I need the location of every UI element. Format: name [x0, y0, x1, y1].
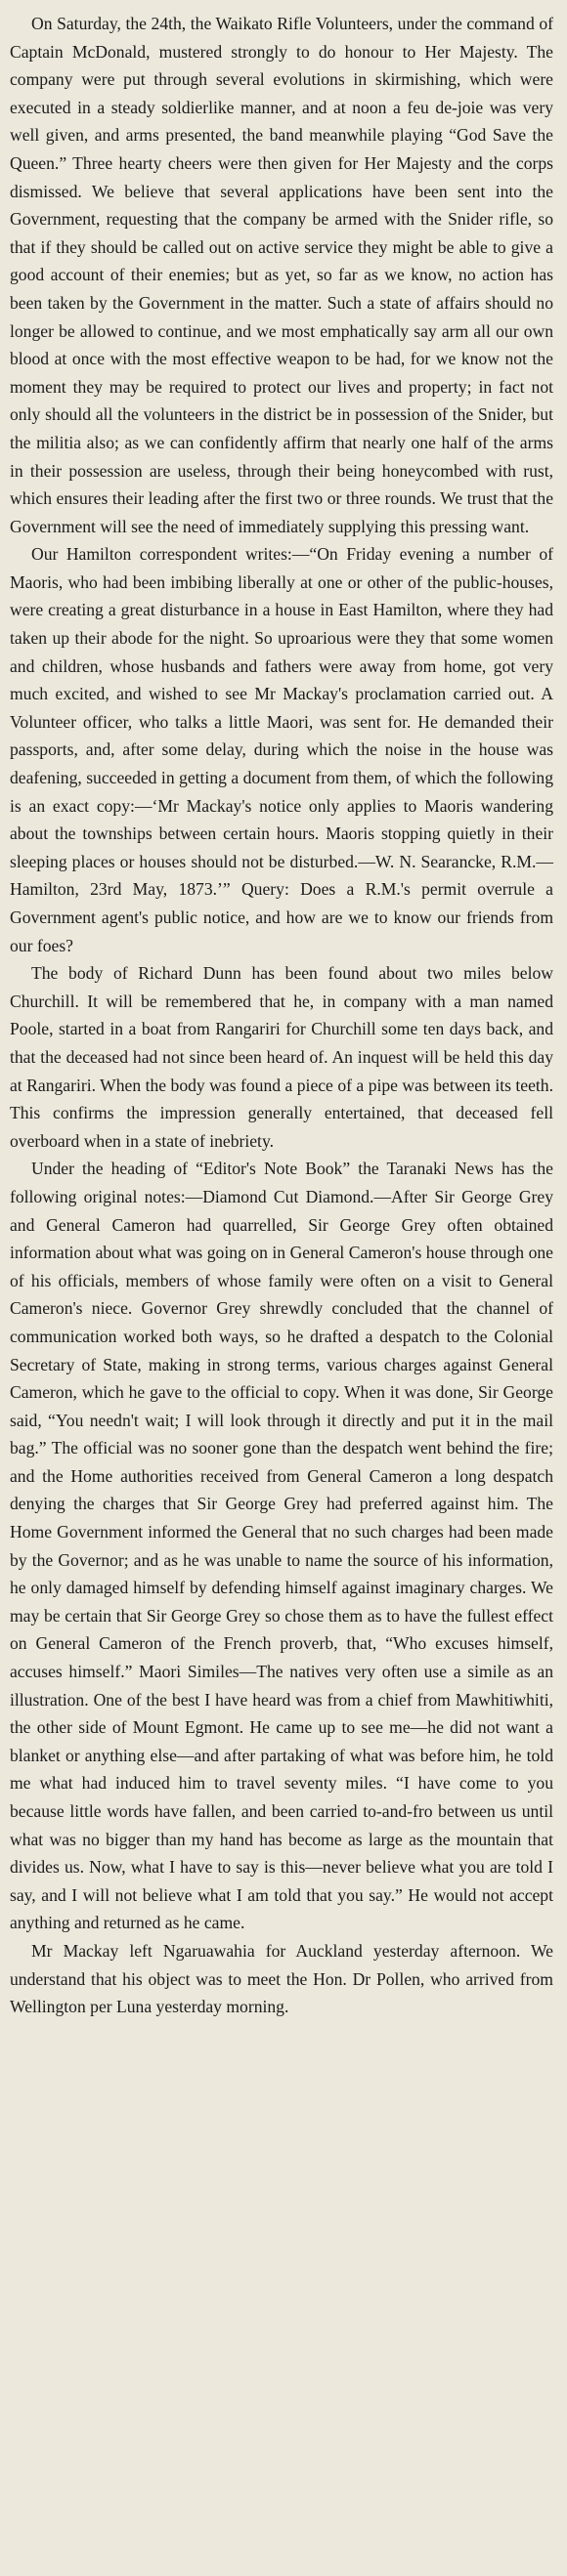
paragraph-hamilton-correspondent: Our Hamilton correspondent writes:—“On Friday evening a number of Maoris, who had been imbibing liberally at one or other of the public-houses, were creating a great disturbance in a house in East Hamilton, where they had taken up their abode for the night. So uproarious were they that some women and children, whose husbands and fathers were away from home, got very much excited, and wished to see Mr Mackay's proclamation carried out. A Volunteer officer, who talks a little Maori, was sent for. He demanded their passports, and, after some delay, during which the noise in the house was deafening, succeeded in getting a document from them, of which the following is an exact copy:—‘Mr Mackay's notice only applies to Maoris wandering about the townships between certain hours. Maoris stopping quietly in their sleeping places or houses should not be disturbed.—W. N. Searancke, R.M.—Hamilton, 23rd May, 1873.’” Query: Does a R.M.'s permit overrule a Government agent's public notice, and how are we to know our friends from our foes? [10, 544, 553, 955]
paragraph-richard-dunn: The body of Richard Dunn has been found about two miles below Churchill. It will be remembered that he, in company with a man named Poole, started in a boat from Rangariri for Churchill some ten days back, and that the deceased had not since been heard of. An inquest will be held this day at Rangariri. When the body was found a piece of a pipe was between its teeth. This confirms the impression generally entertained, that deceased fell overboard when in a state of inebriety. [10, 963, 553, 1151]
paragraph-editors-note-book: Under the heading of “Editor's Note Book” the Taranaki News has the following original notes:—Diamond Cut Diamond.—After Sir George Grey and General Cameron had quarrelled, Sir George Grey often obtained information about what was going on in General Cameron's house through one of his officials, members of whose family were often on a visit to General Cameron's niece. Governor Grey shrewdly concluded that the channel of communication worked both ways, so he drafted a despatch to the Colonial Secretary of State, making in strong terms, various charges against General Cameron, which he gave to the official to copy. When it was done, Sir George said, “You needn't wait; I will look through it directly and put it in the mail bag.” The official was no sooner gone than the despatch went behind the fire; and the Home authorities received from General Cameron a long despatch denying the charges that Sir George Grey had preferred against him. The Home Government informed the General that no such charges had been made by the Governor; and as he was unable to name the source of his information, he only damaged himself by defending himself against imaginary charges. We may be certain that Sir George Grey so chose them as to have the fullest effect on General Cameron of the French proverb, that, “Who excuses himself, accuses himself.” Maori Similes—The natives very often use a simile as an illustration. One of the best I have heard was from a chief from Mawhitiwhiti, the other side of Mount Egmont. He came up to see me—he did not want a blanket or anything else—and after partaking of what was before him, he told me what had induced him to travel seventy miles. “I have come to you because little words have fallen, and been carried to-and-fro between us until what was no bigger than my hand has become as large as the mountain that divides us. Now, what I have to say is this—never believe what you are told I say, and I will not believe what I am told that you say.” He would not accept anything and returned as he came. [10, 1159, 553, 1933]
paragraph-rifle-volunteers: On Saturday, the 24th, the Waikato Rifle Volunteers, under the command of Captain McDonald, mustered strongly to do honour to Her Majesty. The company were put through several evolutions in skirmishing, which were executed in a steady soldierlike manner, and at noon a feu de-joie was very well given, and arms presented, the band meanwhile playing “God Save the Queen.” Three hearty cheers were then given for Her Majesty and the corps dismissed. We believe that several applications have been sent into the Government, requesting that the company be armed with the Snider rifle, so that if they should be called out on active service they might be able to give a good account of their enemies; but as yet, so far as we know, no action has been taken by the Government in the matter. Such a state of affairs should no longer be allowed to continue, and we most emphatically say arm all our own blood at once with the most effective weapon to be had, for we know not the moment they may be required to protect our lives and property; in fact not only should all the volunteers in the district be in possession of the Snider, but the militia also; as we can confidently affirm that nearly one half of the arms in their possession are useless, through their being honeycombed with rust, which ensures their leading after the first two or three rounds. We trust that the Government will see the need of immediately supplying this pressing want. [10, 14, 553, 536]
paragraph-mr-mackay: Mr Mackay left Ngaruawahia for Auckland yesterday afternoon. We understand that his object was to meet the Hon. Dr Pollen, who arrived from Wellington per Luna yesterday morning. [10, 1940, 553, 2017]
